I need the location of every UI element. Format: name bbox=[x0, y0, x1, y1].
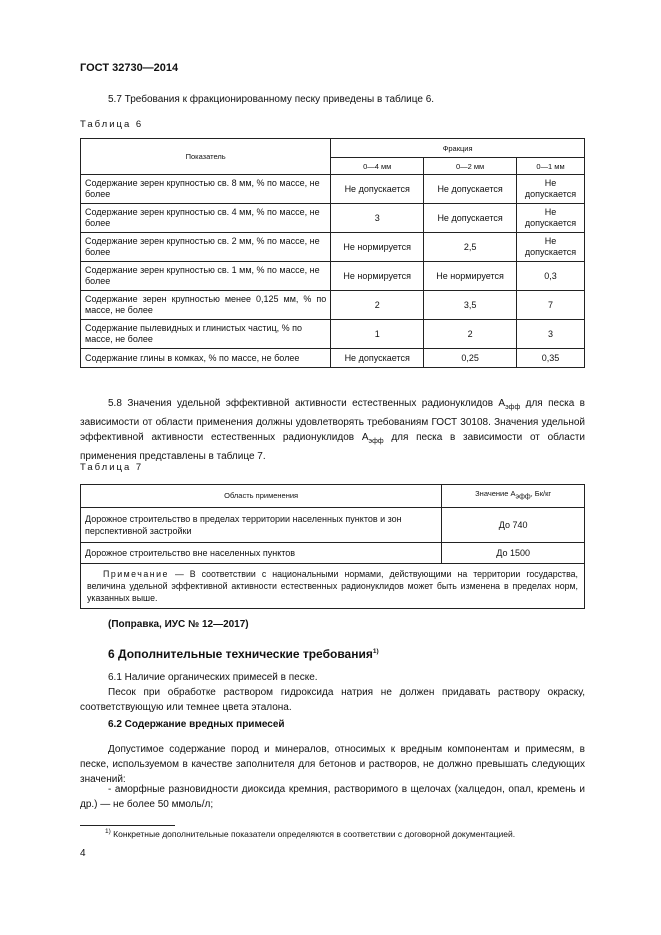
row-indicator: Содержание пылевидных и глинистых частиц, % по массе, не более bbox=[81, 320, 331, 349]
table7-caption: Таблица 7 bbox=[80, 462, 144, 473]
cell-value: До 740 bbox=[442, 508, 585, 543]
table-row bbox=[81, 291, 585, 320]
table-row bbox=[81, 233, 585, 262]
cell-value: Не нормируется bbox=[331, 233, 424, 262]
cell-value: Не допускается bbox=[517, 175, 585, 204]
col-header-fraction: Фракция bbox=[331, 139, 585, 158]
row-indicator: Содержание зерен крупностью св. 4 мм, % по массе, не более bbox=[81, 204, 331, 233]
table-6 bbox=[80, 138, 585, 368]
paragraph-6-2: Допустимое содержание пород и минералов, относимых к вредным компонентам и примесям, в песке, используемом в качестве заполнителя для бетонов и растворов, не должно превышать следующих значений: bbox=[80, 744, 585, 785]
fraction-header: 0—4 мм bbox=[331, 158, 424, 175]
cell-value: Не допускается bbox=[331, 349, 424, 368]
section-6-title: 6 Дополнительные технические требования$^{1)}$ bbox=[108, 647, 379, 661]
row-area: Дорожное строительство вне населенных пунктов bbox=[81, 543, 442, 564]
table6-caption: Таблица 6 bbox=[80, 119, 144, 130]
cell-value: До 1500 bbox=[442, 543, 585, 564]
fraction-header: 0—2 мм bbox=[424, 158, 517, 175]
cell-value: 7 bbox=[517, 291, 585, 320]
cell-value: Не допускается bbox=[424, 204, 517, 233]
col-header-value: Значение $А_{эфф}$, Бк/кг bbox=[442, 485, 585, 508]
cell-value: 2 bbox=[331, 291, 424, 320]
cell-value: 0,3 bbox=[517, 262, 585, 291]
table7-note: Примечание — В соответствии с национальными нормами, действующими на территории государства, величина удельной эффективной активности естественных радионуклидов может быть изменена в пределах норм, указанных выше. bbox=[81, 564, 585, 609]
footnote: $^{1)}$ Конкретные дополнительные показатели определяются в соответствии с договорной документацией. bbox=[105, 828, 516, 839]
row-indicator: Содержание зерен крупностью св. 1 мм, % по массе, не более bbox=[81, 262, 331, 291]
cell-value: Не допускается bbox=[517, 204, 585, 233]
amendment-note: (Поправка, ИУС № 12—2017) bbox=[108, 619, 249, 630]
cell-value: 0,25 bbox=[424, 349, 517, 368]
table-7 bbox=[80, 484, 585, 609]
cell-value: Не допускается bbox=[331, 175, 424, 204]
row-indicator: Содержание зерен крупностью св. 2 мм, % по массе, не более bbox=[81, 233, 331, 262]
row-area: Дорожное строительство в пределах территории населенных пунктов и зон перспективной застройки bbox=[81, 508, 442, 543]
paragraph-6-1: 6.1 Наличие органических примесей в песке. bbox=[108, 672, 318, 683]
paragraph-5-8: 5.8 Значения удельной эффективной активности естественных радионуклидов $А_{эфф}$ для песка в зависимости от области применения должны удовлетворять требованиям ГОСТ 30108. Значения удельной эффективной активности естественных радионуклидов $А_{эфф}$ для песка в зависимости от области применения представлены в таблице 7. bbox=[80, 398, 585, 462]
fraction-header: 0—1 мм bbox=[517, 158, 585, 175]
document-header: ГОСТ 32730—2014 bbox=[80, 62, 179, 74]
cell-value: 3,5 bbox=[424, 291, 517, 320]
cell-value: 1 bbox=[331, 320, 424, 349]
table-row bbox=[81, 320, 585, 349]
row-indicator: Содержание зерен крупностью св. 8 мм, % по массе, не более bbox=[81, 175, 331, 204]
table-row bbox=[81, 349, 585, 368]
cell-value: 2 bbox=[424, 320, 517, 349]
cell-value: Не допускается bbox=[517, 233, 585, 262]
cell-value: 3 bbox=[331, 204, 424, 233]
cell-value: Не допускается bbox=[424, 175, 517, 204]
row-indicator: Содержание глины в комках, % по массе, не более bbox=[81, 349, 331, 368]
page-number: 4 bbox=[80, 848, 86, 859]
footnote-divider bbox=[80, 825, 175, 826]
paragraph-6-2-item: - аморфные разновидности диоксида кремния, растворимого в щелочах (халцедон, опал, кремень и др.) — не более 50 ммоль/л; bbox=[80, 784, 585, 810]
table-row bbox=[81, 175, 585, 204]
heading-6-2: 6.2 Содержание вредных примесей bbox=[108, 719, 285, 730]
table-row bbox=[81, 262, 585, 291]
table-row bbox=[81, 543, 585, 564]
cell-value: Не нормируется bbox=[424, 262, 517, 291]
paragraph-6-1-text: Песок при обработке раствором гидроксида натрия не должен придавать раствору окраску, соответствующую или темнее цвета эталона. bbox=[80, 687, 585, 713]
col-header-area: Область применения bbox=[81, 485, 442, 508]
cell-value: 2,5 bbox=[424, 233, 517, 262]
paragraph-5-7: 5.7 Требования к фракционированному песку приведены в таблице 6. bbox=[108, 94, 435, 105]
cell-value: Не нормируется bbox=[331, 262, 424, 291]
cell-value: 3 bbox=[517, 320, 585, 349]
table-row bbox=[81, 508, 585, 543]
cell-value: 0,35 bbox=[517, 349, 585, 368]
col-header-indicator: Показатель bbox=[81, 139, 331, 175]
row-indicator: Содержание зерен крупностью менее 0,125 мм, % по массе, не более bbox=[81, 291, 331, 320]
table-row bbox=[81, 204, 585, 233]
